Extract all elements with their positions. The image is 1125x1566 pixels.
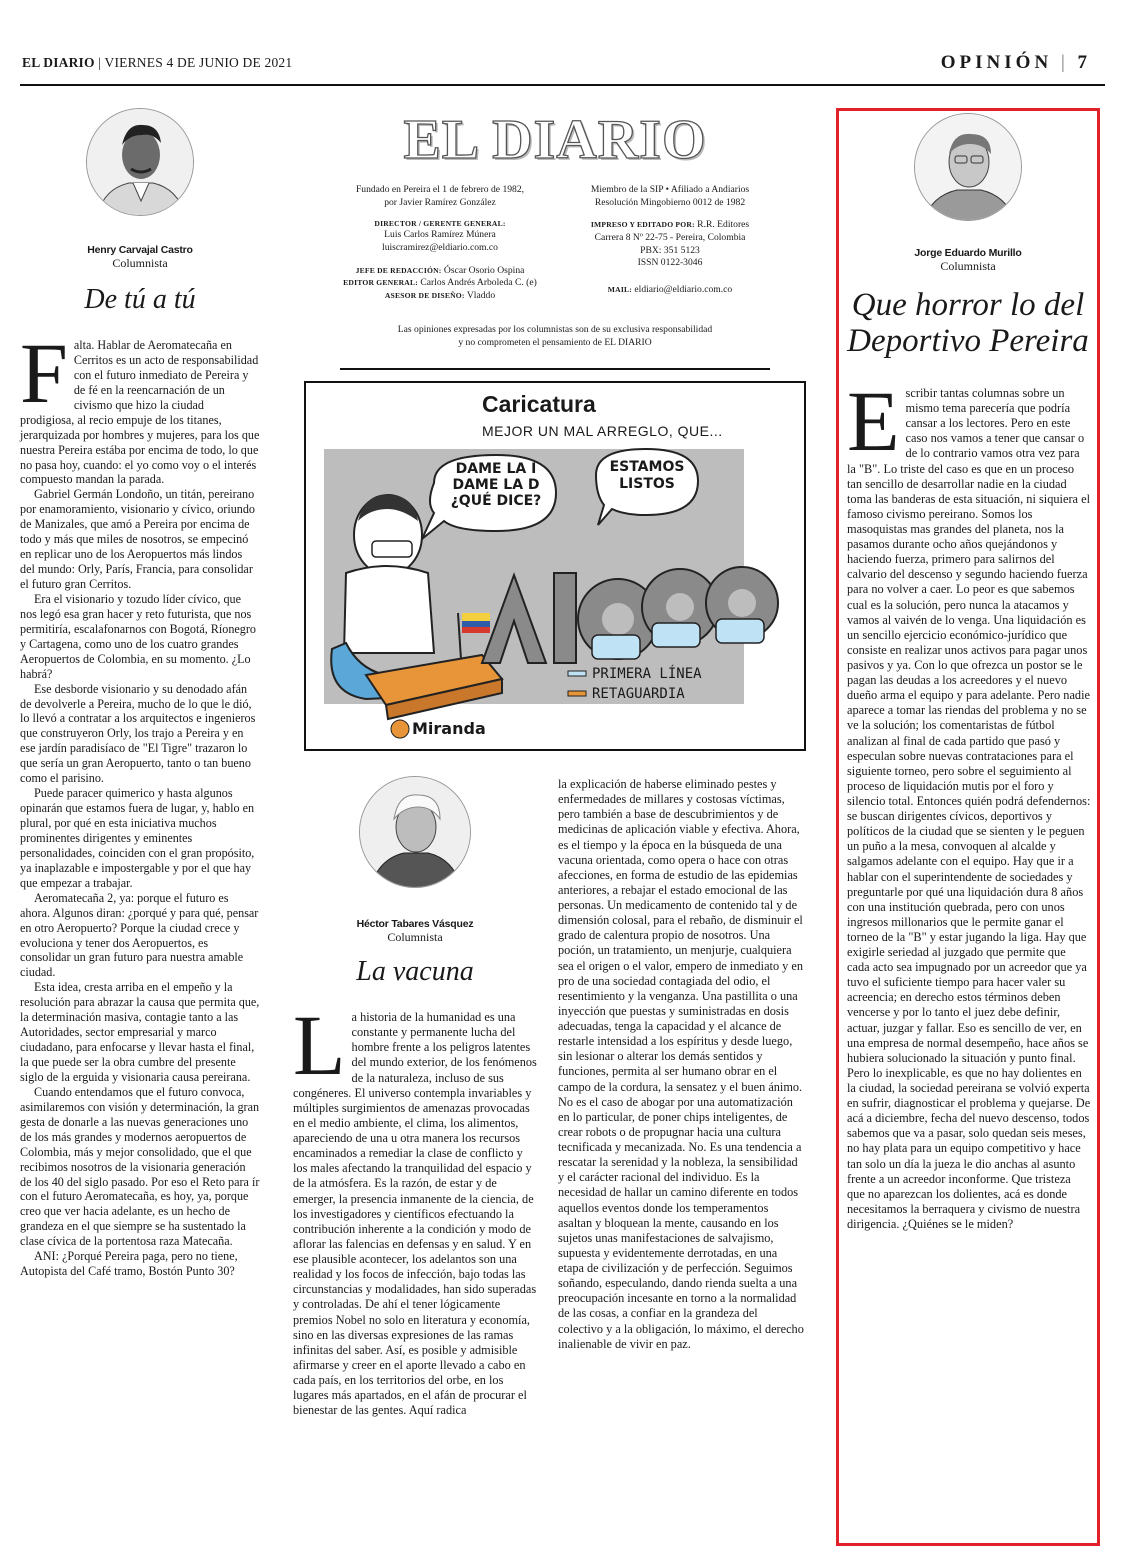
legend-1: PRIMERA LÍNEA bbox=[592, 666, 702, 682]
drop-cap: E bbox=[847, 373, 900, 469]
divider bbox=[340, 368, 770, 370]
issn-line: ISSN 0122-3046 bbox=[637, 257, 703, 269]
author-name: Jorge Eduardo Murillo bbox=[914, 247, 1022, 259]
page-number: 7 bbox=[1077, 52, 1087, 73]
author-photo-henry bbox=[86, 108, 194, 216]
cartoon-signature: Miranda bbox=[412, 719, 486, 738]
printed-by: R.R. Editores bbox=[697, 219, 750, 231]
member-line: Miembro de la SIP • Afiliado a Andiarios bbox=[590, 184, 750, 195]
cartoon-title: Caricatura bbox=[482, 391, 596, 417]
column-title: Que horror lo del Deportivo Pereira bbox=[847, 287, 1089, 359]
mail-line bbox=[555, 284, 785, 297]
author-name: Henry Carvajal Castro bbox=[87, 244, 193, 256]
column-title: La vacuna bbox=[356, 956, 474, 987]
disclaimer bbox=[325, 324, 785, 349]
bubble-1-line-3: ¿QUÉ DICE? bbox=[450, 493, 542, 510]
paragraph: Era el visionario y tozudo líder cívico, que nos legó esa gran hacer y reto futurista, que nos permitiría, escalafonarnos con Bogotá, Ríonegro y Cartagena, como uno de los cuatro grandes Aeropuertos de Colombia, en su momento. ¿Lo habrá? bbox=[20, 591, 256, 681]
page-header-left bbox=[22, 55, 292, 71]
column-2-header bbox=[300, 776, 530, 986]
cartoon-box bbox=[304, 381, 806, 751]
paragraph: alta. Hablar de Aeromatecaña en Cerritos es un acto de responsabilidad con el futuro inmediato de Pereira y de fé en la reencarnación de un civismo que hizo la ciudad prodigiosa, al recio empuje de los titanes, jerarquizada por hombres y mujeres, para los que nuestra Pereira estába por encima de todo, lo que no pasa hoy, cuando: el yo como voy o el interés compuesto mandan la parada. bbox=[20, 338, 260, 487]
bubble-2-line-2: LISTOS bbox=[619, 475, 675, 492]
director-label: DIRECTOR / GERENTE GENERAL: bbox=[374, 219, 506, 229]
header-separator: | bbox=[1060, 52, 1078, 73]
drop-cap: F bbox=[20, 325, 68, 421]
founded-line: Fundado en Pereira el 1 de febrero de 1982, bbox=[355, 184, 525, 195]
imprint-right bbox=[555, 184, 785, 297]
mail-value: eldiario@eldiario.com.co bbox=[634, 283, 733, 295]
author-role: Columnista bbox=[112, 256, 168, 270]
header-rule bbox=[20, 84, 1105, 86]
editor-line bbox=[325, 277, 555, 290]
column-title: De tú a tú bbox=[84, 284, 196, 315]
article-body-2b bbox=[558, 777, 804, 1352]
paragraph: a historia de la humanidad es una constante y permanente lucha del hombre frente a los peligros latentes del mundo exterior, de los fenómenos de la naturaleza, incluso de sus congéneres. El universo contempla invariables y múltiples surgimientos de amenazas provocadas en el medio ambiente, el clima, los alimentos, apareciendo de una u otra manera los recursos encaminados a remediar la clase de conflicto y los males afectando la tranquilidad del espacio y de la atmósfera. Es la razón, de estar y de emerger, la presencia inmanente de la ciencia, de los investigadores y científicos efectuando la contribución inherente a la condición y modo de aflorar las falencias en defensas y en salud. Y en ese plausible acontecer, los adelantos son una realidad y los focos de infección, bajo todas las circunstancias y modalidades, han sido superadas y controladas. De ahí el tener lógicamente premios Nobel no solo en literatura y economía, sino en las diversas expresiones de las ramas infinitas del saber. Así, es posible y admisible afirmarse y creer en el aporte llevado a cabo en cada país, en los territorios del orbe, en los lugares más apartados, en el afán de procurar el bienestar de las gentes. Aquí radica bbox=[293, 1010, 537, 1418]
legend-2: RETAGUARDIA bbox=[592, 686, 685, 702]
resolution-line: Resolución Mingobierno 0012 de 1982 bbox=[594, 196, 746, 208]
imprint-left bbox=[325, 184, 555, 303]
director-email: luiscramirez@eldiario.com.co bbox=[382, 241, 498, 253]
article-body-2a bbox=[293, 997, 539, 1418]
author-role: Columnista bbox=[387, 930, 443, 944]
bubble-1-line-2: DAME LA D bbox=[452, 477, 540, 494]
masthead-logo: EL DIARIO bbox=[403, 109, 707, 171]
header-separator: | bbox=[98, 55, 105, 70]
editor-label: EDITOR GENERAL: bbox=[343, 278, 418, 288]
design-name: Vladdo bbox=[466, 289, 496, 301]
paragraph: Esta idea, cresta arriba en el empeño y la resolución para abrazar la causa que permita que, la determinación masiva, contagie tanto a las Autoridades, sector empresarial y marco ciudadano, para enfocarse y llevar hasta el final, la que puede ser la obra cumbre del presente siglo de la erguida y visionaria causa pereirana. bbox=[20, 980, 260, 1084]
article-body-3 bbox=[847, 373, 1091, 1232]
pbx-line: PBX: 351 5123 bbox=[640, 244, 700, 256]
column-1 bbox=[20, 108, 260, 314]
director-name: Luis Carlos Ramírez Múnera bbox=[384, 229, 496, 241]
printed-line bbox=[555, 219, 785, 232]
paragraph: Cuando entendamos que el futuro convoca, asimilaremos con visión y determinación, la gran gesta de donarle a las nuevas generaciones uno de los más grandes y modernos aeropuertos de Colombia, más y mejor consolidado, que el que recibimos nosotros de la visionaria generación de los 40 del siglo pasado. Por eso el Reto para ír con el futuro Aeromatecaña, es hoy, ya, porque creo que ver hacia adelante, es un hecho de grandeza en el que siempre se ha sustentado la clase cívica de la portentosa raza Matecaña. bbox=[20, 1084, 260, 1249]
printed-label: IMPRESO Y EDITADO POR: bbox=[590, 220, 695, 230]
portrait-icon bbox=[915, 114, 1022, 221]
bubble-2-line-1: ESTAMOS bbox=[609, 459, 685, 475]
disclaimer-line-2: y no comprometen el pensamiento de EL DIARIO bbox=[458, 336, 652, 348]
editor-name: Carlos Andrés Arboleda C. (e) bbox=[420, 277, 537, 289]
author-role: Columnista bbox=[940, 259, 996, 273]
paragraph: la explicación de haberse eliminado pestes y enfermedades de millares y costosas víctimas, pero también a base de descubrimientos y de medicinas de aplicación viable y efectiva. Ahora, es el tiempo y la época en la búsqueda de una vacuna orientada, como opera o hace con otras afecciones, en forma de estudio de las epidemias anteriores, a rebajar el estado emocional de las personas. Un medicamento de contenido tal y de dimensión colosal, para el rebaño, de disminuir el grado de calentura propio de nosotros. Una poción, un tratamiento, un menjurje, cualquiera sea el origen o el valor, empero de inmediato y en pro de una sociedad contagiada del odio, el resentimiento y la venganza. Una pastillita o una inyección que puestas y suministradas en dosis adecuadas, tenga la capacidad y el alcance de restarle intensidad a los espíritus y desde luego, sin lesionar o alterar los demás sentidos y funciones, permita al ser humano obrar en el campo de la cordura, la sensatez y el buen ánimo. No es el caso de abogar por una automatización en lo particular, de poner chips inteligentes, de crear robots o de propugnar hacia una cultura tecnificada y mecanizada. No. Es una tendencia a rescatar la serenidad y la nobleza, la sensibilidad y el carácter racional del individuo. Es la necesidad de hallar un camino diferente en todos aquellos eventos donde los temperamentos asaltan y bloquean la mente, causando en los sujetos unas manifestaciones de salvajismo, supuesta y evidentemente derrotadas, en una etapa de civilización y de perfección. Seguimos soñando, especulando, dando rienda suelta a una preocupación incesante en torno a la normalidad de las cosas, a confiar en la grandeza del colectivo y a la obligación, lo máximo, el derecho inalienable de vivir en paz. bbox=[558, 777, 804, 1351]
disclaimer-line-1: Las opiniones expresadas por los columnistas son de su exclusiva responsabilidad bbox=[397, 324, 713, 335]
bubble-1-line-1: DAME LA I bbox=[455, 461, 537, 477]
paragraph: Ese desborde visionario y su denodado afán de devolverle a Pereira, mucho de lo que le dió, lo llevó a contratar a los arquitectos e ingenieros que construyeron Orly, los trajo a Pereira y en ese jardín paradisíaco de "El Tigre" trazaron lo que sería un gran Aeropuerto, tanto o tan bueno como el parisino. bbox=[20, 681, 256, 786]
mail-label: MAIL: bbox=[607, 284, 632, 294]
bubble-1 bbox=[434, 461, 558, 509]
bubble-2 bbox=[596, 459, 698, 493]
design-line bbox=[325, 290, 555, 303]
chief-name: Óscar Osorio Ospina bbox=[443, 264, 525, 276]
paragraph: Gabriel Germán Londoño, un titán, pereirano por enamoramiento, visionario y cívico, oriundo de Manizales, que amó a Pereira por encima de todo y más que miles de nosotros, se empecinó en replicar uno de los Aeropuertos más lindos del mundo: Orly, París, Francia, para consolidar el futuro gran Cerritos. bbox=[20, 487, 255, 591]
issue-date: VIERNES 4 DE JUNIO DE 2021 bbox=[104, 55, 293, 70]
paragraph: scribir tantas columnas sobre un mismo tema parecería que podría cansar a los lectores. Pero en este caso nos vamos a tener que cansar o de lo contrario vamos otra vez para la "B". Lo triste del caso es que en un proceso tan sencillo de desarrollar nadie en la ciudad toma las banderas de esta situación, ni siquiera el famoso civismo pereirano. Somos los masoquistas mas grandes del planeta, nos la pasamos durante ocho años quejándonos y haciendo fuerza, primero para salirnos del calvario del descenso y segundo haciendo fuerza para no volver a caer. Lo peor es que sabemos cual es la solución, pero nunca la atacamos y vamos al vaivén de lo venga. Una liquidación es un sencillo ejercicio económico-jurídico que consiste en realizar unos activos para pagar unos pasivos y ya. Con lo que ofrezca un postor se le pagan las deudas a los acreedores y el nuevo dueño arma el equipo y para adelante. Pero nadie aparece a tomar las riendas del problema y no se ve la solución; los comentaristas de fútbol analizan al final de cada partido que pasó y especulan sobre nuevas contrataciones para el siguiente torneo, pero sobre el seguimiento al proceso de liquidación mutis por el foro y silencio total. Entonces quién podrá defendernos: se buscan dirigentes cívicos, deportivos y políticos de la ciudad que se sienten y le peguen un puño a la mesa, convoquen al alcalde y salgamos adelante con el equipo. Hay que ir a hablar con el superintendente de sociedades y preguntarle por qué una liquidación dura 8 años con una institución quebrada, pero con unos ingresos millonarios que le permite ganar el torneo de la "B" y estar jugando la liga. Hay que exigirle seriedad al juzgado que permite que cada acto sea impugnado por un acreedor que ya tuvo el suficiente tiempo para hacer valer su acreencia; en derecho estos términos deben vencerse y por lo tanto el juez debe definir, actuar, juzgar y fallar. Eso es sencillo de ver, en una empresa de normal desempeño, hace años se hubiera solucionado la situación y punto final. Pero lo inexplicable, es que no hay dolientes en la ciudad, la sociedad pereirana se volvió experta en sufrir, diagnosticar el problema y quejarse. De acá a diciembre, fecha del nuevo descenso, todos sabemos que va a pasar, solo quedan seis meses, no hay plata para un equipo competitivo y hace tan solo un día la jueza le dio anchas al asunto frente a un acreedor inconforme. Que tristeza que no aparezcan los dolientes, acá es donde necesitamos la berraquera y civismo de nuestra dirigencia. ¿Quiénes se le miden? bbox=[847, 386, 1091, 1232]
cartoon-subtitle: MEJOR UN MAL ARREGLO, QUE... bbox=[482, 423, 723, 439]
paragraph: Puede paracer quimerico y hasta algunos opinarán que estamos fuera de lugar, y, hablo en plural, por qué en esta iniciativa muchos prominentes dirigentes y eminentes personalidades, coinciden con el gran propósito, ya inaplazable e impostergable y por el que hay que empezar a trabajar. bbox=[20, 786, 255, 890]
address-line: Carrera 8 Nº 22-75 - Pereira, Colombia bbox=[594, 231, 746, 243]
founder-line: por Javier Ramírez González bbox=[384, 196, 496, 208]
author-photo-jorge bbox=[914, 113, 1022, 221]
paragraph: Aeromatecaña 2, ya: porque el futuro es ahora. Algunos diran: ¿porqué y para qué, pensar en otro Aeropuerto? Porque la ciudad crece y evoluciona y tener dos Aeropuertos, es consolidar un gran futuro para nuestra amable ciudad. bbox=[20, 890, 259, 980]
portrait-icon bbox=[360, 777, 471, 888]
author-photo-hector bbox=[359, 776, 471, 888]
design-label: ASESOR DE DISEÑO: bbox=[384, 290, 465, 300]
portrait-icon bbox=[87, 109, 194, 216]
paper-name: EL DIARIO bbox=[22, 55, 95, 70]
article-body-1 bbox=[20, 325, 260, 1279]
page-header-right bbox=[941, 52, 1087, 74]
paragraph: ANI: ¿Porqué Pereira paga, pero no tiene, Autopista del Café tramo, Bostón Punto 30? bbox=[20, 1249, 238, 1279]
drop-cap: L bbox=[293, 997, 346, 1093]
section-name: OPINIÓN bbox=[940, 52, 1053, 73]
chief-line bbox=[325, 265, 555, 278]
cartoon-word bbox=[496, 579, 605, 612]
chief-label: JEFE DE REDACCIÓN: bbox=[355, 265, 442, 275]
author-name: Héctor Tabares Vásquez bbox=[356, 918, 474, 930]
column-3-header bbox=[846, 113, 1090, 359]
